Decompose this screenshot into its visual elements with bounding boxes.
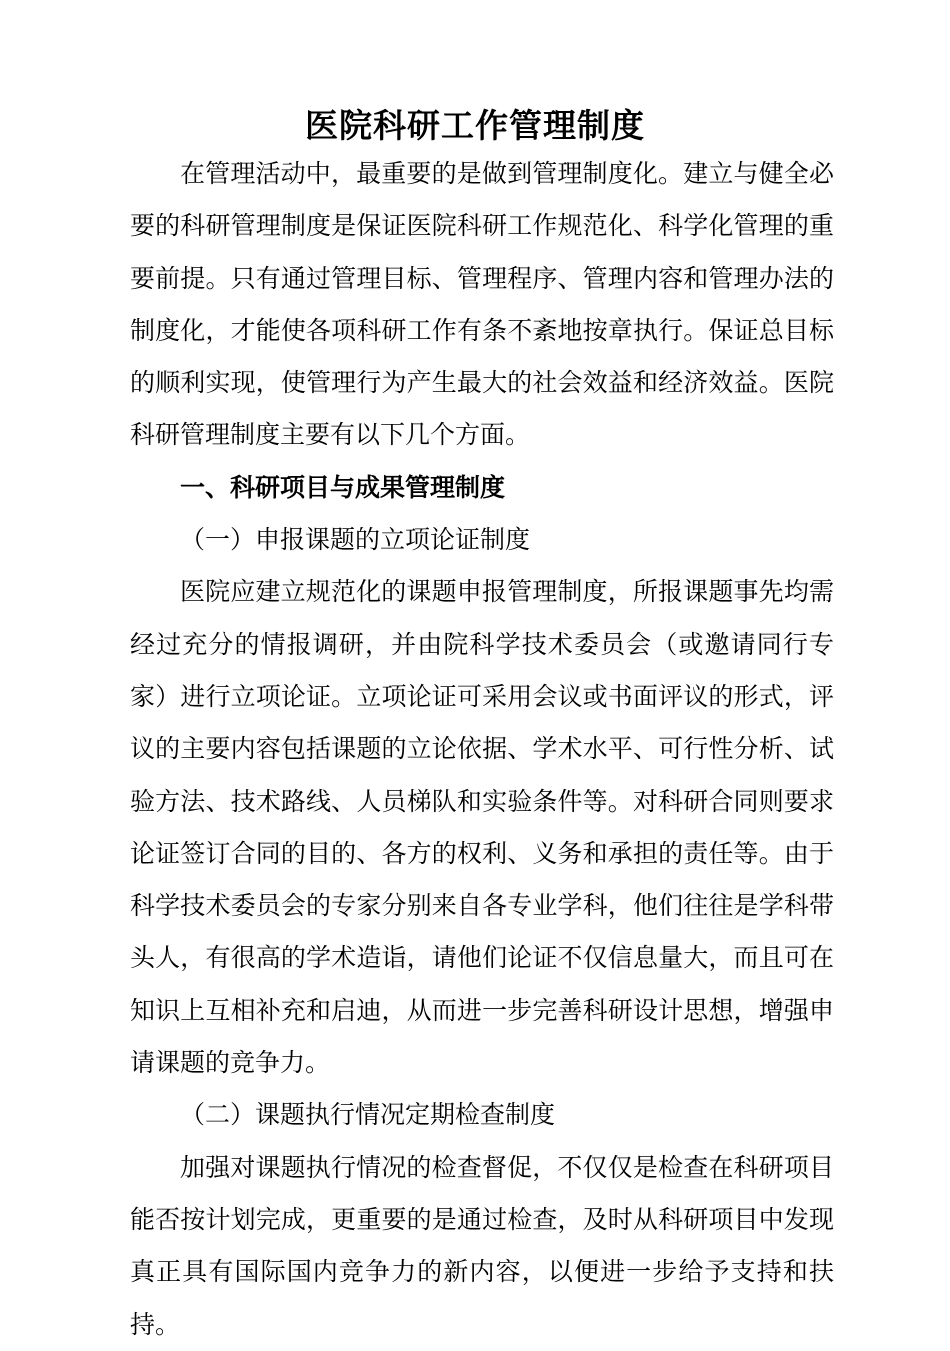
paragraph-intro: 在管理活动中，最重要的是做到管理制度化。建立与健全必要的科研管理制度是保证医院科研工作规范化、科学化管理的重要前提。只有通过管理目标、管理程序、管理内容和管理办法的制度化，才能使各项科研工作有条不紊地按章执行。保证总目标的顺利实现，使管理行为产生最大的社会效益和经济效益。医院科研管理制度主要有以下几个方面。 <box>130 159 834 450</box>
paragraph-project-review: 医院应建立规范化的课题申报管理制度，所报课题事先均需经过充分的情报调研，并由院科学技术委员会（或邀请同行专家）进行立项论证。立项论证可采用会议或书面评议的形式，评议的主要内容包括课题的立论依据、学术水平、可行性分析、试验方法、技术路线、人员梯队和实验条件等。对科研合同则要求论证签订合同的目的、各方的权利、义务和承担的责任等。由于科学技术委员会的专家分别来自各专业学科，他们往往是学科带头人，有很高的学术造诣，请他们论证不仅信息量大，而且可在知识上互相补充和启迪，从而进一步完善科研设计思想，增强申请课题的竞争力。 <box>130 577 834 1078</box>
subsection-heading-2: （二）课题执行情况定期检查制度 <box>180 1100 556 1130</box>
section-heading-1: 一、科研项目与成果管理制度 <box>180 472 506 502</box>
document-body <box>130 148 834 1351</box>
document-title: 医院科研工作管理制度 <box>305 106 645 145</box>
subsection-heading-1: （一）申报课题的立项论证制度 <box>180 525 531 555</box>
paragraph-periodic-check: 加强对课题执行情况的检查督促，不仅仅是检查在科研项目能否按计划完成，更重要的是通过检查，及时从科研项目中发现真正具有国际国内竞争力的新内容，以便进一步给予支持和扶持。 <box>130 1152 834 1339</box>
